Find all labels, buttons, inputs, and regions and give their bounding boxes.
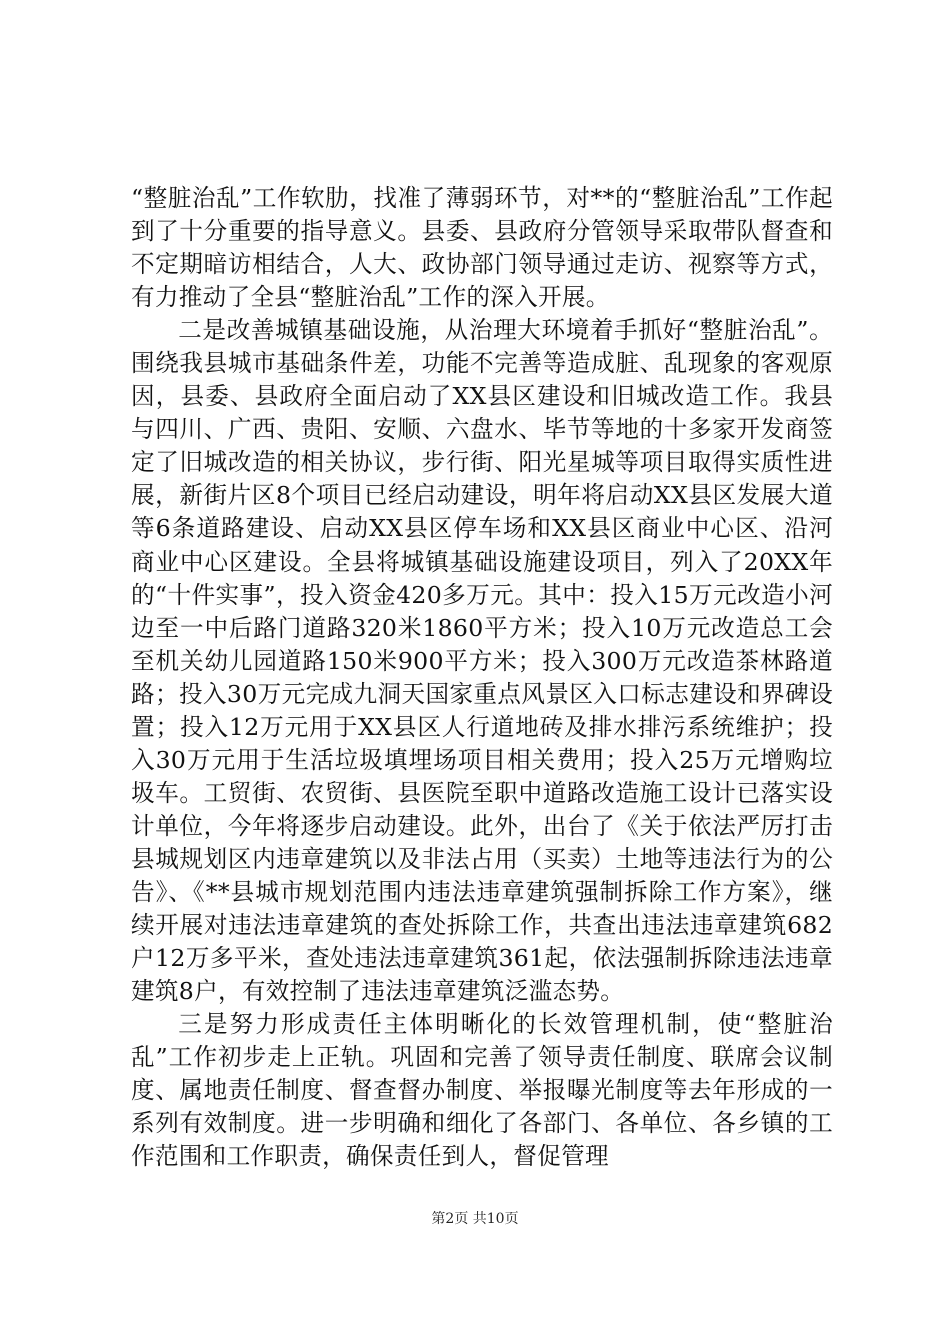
paragraph-1: “整脏治乱”工作软肋，找准了薄弱环节，对**的“整脏治乱”工作起到了十分重要的指导意义。县委、县政府分管领导采取带队督查和不定期暗访相结合，人大、政协部门领导通过走访、视察等方式，有力推动了全县“整脏治乱”工作的深入开展。 [131, 184, 833, 312]
paragraph-2: 二是改善城镇基础设施，从治理大环境着手抓好“整脏治乱”。围绕我县城市基础条件差，功能不完善等造成脏、乱现象的客观原因，县委、县政府全面启动了XX县区建设和旧城改造工作。我县与四川、广西、贵阳、安顺、六盘水、毕节等地的十多家开发商签定了旧城改造的相关协议，步行街、阳光星城等项目取得实质性进展，新街片区8个项目已经启动建设，明年将启动XX县区发展大道等6条道路建设、启动XX县区停车场和XX县区商业中心区、沿河商业中心区建设。全县将城镇基础设施建设项目，列入了20XX年的“十件实事”，投入资金420多万元。其中：投入15万元改造小河边至一中后路门道路320米1860平方米；投入10万元改造总工会至机关幼儿园道路150米900平方米；投入300万元改造茶林路道路；投入30万元完成九洞天国家重点风景区入口标志建设和界碑设置；投入12万元用于XX县区人行道地砖及排水排污系统维护；投入30万元用于生活垃圾填埋场项目相关费用；投入25万元增购垃圾车。工贸街、农贸街、县医院至职中道路改造施工设计已落实设计单位，今年将逐步启动建设。此外，出台了《关于依法严厉打击县城规划区内违章建筑以及非法占用（买卖）土地等违法行为的公告》、《**县城市规划范围内违法违章建筑强制拆除工作方案》，继续开展对违法违章建筑的查处拆除工作，共查出违法违章建筑682户12万多平米，查处违法违章建筑361起，依法强制拆除违法违章建筑8户，有效控制了违法违章建筑泛滥态势。 [131, 316, 833, 1006]
page-footer: 第2页 共10页 [431, 1211, 519, 1227]
paragraph-3: 三是努力形成责任主体明晰化的长效管理机制，使“整脏治乱”工作初步走上正轨。巩固和完善了领导责任制度、联席会议制度、属地责任制度、督查督办制度、举报曝光制度等去年形成的一系列有效制度。进一步明确和细化了各部门、各单位、各乡镇的工作范围和工作职责，确保责任到人，督促管理 [131, 1010, 833, 1171]
document-body [131, 182, 833, 1173]
